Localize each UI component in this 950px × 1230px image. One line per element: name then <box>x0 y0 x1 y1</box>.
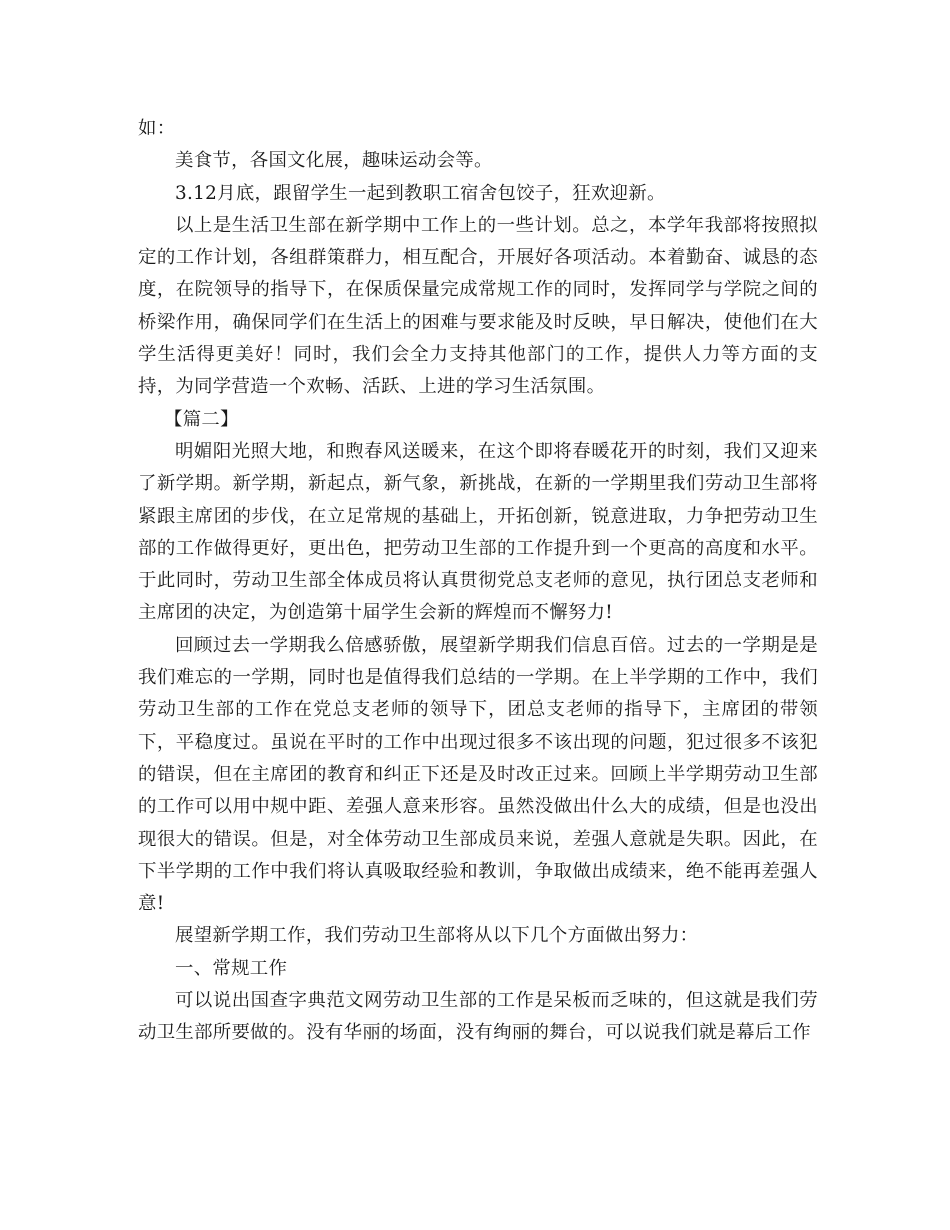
paragraph-review: 回顾过去一学期我么倍感骄傲，展望新学期我们信息百倍。过去的一学期是是我们难忘的一学期，同时也是值得我们总结的一学期。在上半学期的工作中，我们劳动卫生部的工作在党总支老师的领导下，团总支老师的指导下，主席团的带领下，平稳度过。虽说在平时的工作中出现过很多不该出现的问题，犯过很多不该犯的错误，但在主席团的教育和纠正下还是及时改正过来。回顾上半学期劳动卫生部的工作可以用中规中距、差强人意来形容。虽然没做出什么大的成绩，但是也没出现很大的错误。但是，对全体劳动卫生部成员来说，差强人意就是失职。因此，在下半学期的工作中我们将认真吸取经验和教训，争取做出成绩来，绝不能再差强人意! <box>138 634 818 915</box>
paragraph-new-semester: 明媚阳光照大地，和煦春风送暖来，在这个即将春暖花开的时刻，我们又迎来了新学期。新学期，新起点，新气象，新挑战，在新的一学期里我们劳动卫生部将紧跟主席团的步伐，在立足常规的基础上，开拓创新，锐意进取，力争把劳动卫生部的工作做得更好，更出色，把劳动卫生部的工作提升到一个更高的高度和水平。于此同时，劳动卫生部全体成员将认真贯彻党总支老师的意见，执行团总支老师和主席团的决定，为创造第十届学生会新的辉煌而不懈努力! <box>138 440 818 624</box>
subheading-routine-work: 一、常规工作 <box>175 957 288 979</box>
paragraph-summary: 以上是生活卫生部在新学期中工作上的一些计划。总之，本学年我部将按照拟定的工作计划，各组群策群力，相互配合，开展好各项活动。本着勤奋、诚恳的态度，在院领导的指导下，在保质保量完成常规工作的同时，发挥同学与学院之间的桥梁作用，确保同学们在生活上的困难与要求能及时反映，早日解决，使他们在大学生活得更美好！同时，我们会全力支持其他部门的工作，提供人力等方面的支持，为同学营造一个欢畅、活跃、上进的学习生活氛围。 <box>138 214 818 398</box>
paragraph-routine-work: 可以说出国查字典范文网劳动卫生部的工作是呆板而乏味的，但这就是我们劳动卫生部所要做的。没有华丽的场面，没有绚丽的舞台，可以说我们就是幕后工作 <box>138 990 818 1044</box>
paragraph-december-plan: 3.12月底，跟留学生一起到教职工宿舍包饺子，狂欢迎新。 <box>175 182 666 204</box>
paragraph-activities: 美食节，各国文化展，趣味运动会等。 <box>175 150 493 172</box>
paragraph-ru: 如： <box>138 118 176 139</box>
paragraph-outlook: 展望新学期工作，我们劳动卫生部将从以下几个方面做出努力： <box>175 925 699 947</box>
document-body <box>138 113 818 1050</box>
section-heading-part-two: 【篇二】 <box>164 408 239 430</box>
